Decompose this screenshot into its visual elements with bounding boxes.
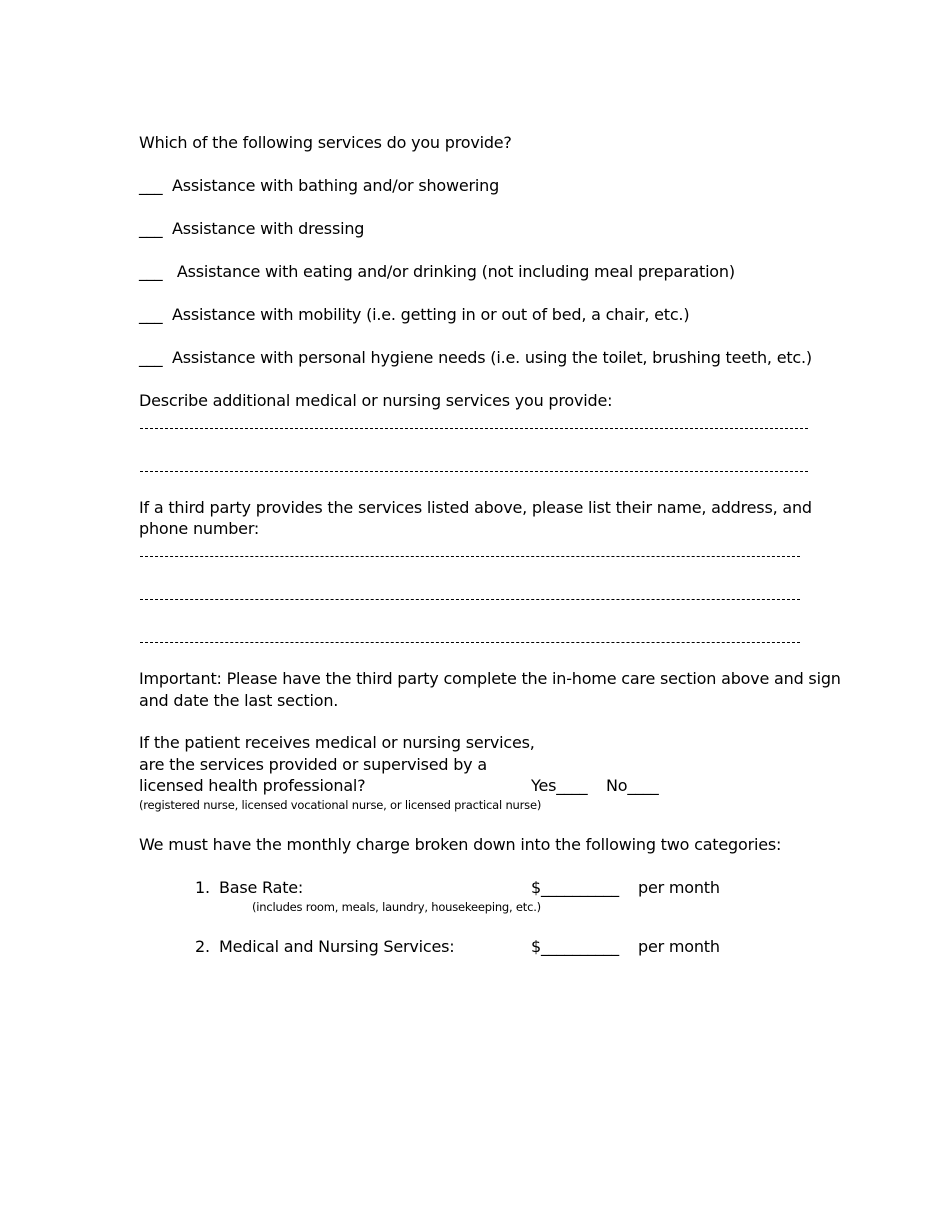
licensed-question-line-3: licensed health professional? bbox=[139, 776, 366, 795]
third-party-line-1[interactable] bbox=[140, 556, 800, 557]
third-party-line-2[interactable] bbox=[140, 599, 800, 600]
licensed-question-line-2: are the services provided or supervised by a bbox=[139, 755, 487, 774]
describe-services-line-2[interactable] bbox=[140, 471, 808, 472]
charge-amount-blank[interactable]: $__________ bbox=[531, 937, 619, 956]
charge-unit: per month bbox=[638, 937, 720, 956]
service-checkbox-blank[interactable]: ___ bbox=[139, 305, 163, 324]
describe-services-prompt: Describe additional medical or nursing services you provide: bbox=[139, 391, 613, 410]
describe-services-line-1[interactable] bbox=[140, 428, 808, 429]
important-note-line-2: and date the last section. bbox=[139, 691, 339, 710]
service-checkbox-blank[interactable]: ___ bbox=[139, 348, 163, 367]
service-label-dressing: Assistance with dressing bbox=[172, 219, 365, 238]
licensed-question-line-1: If the patient receives medical or nursing services, bbox=[139, 733, 535, 752]
service-checkbox-blank[interactable]: ___ bbox=[139, 176, 163, 195]
service-checkbox-blank[interactable]: ___ bbox=[139, 219, 163, 238]
charge-note: (includes room, meals, laundry, housekeeping, etc.) bbox=[252, 900, 541, 914]
third-party-prompt-line-1: If a third party provides the services listed above, please list their name, address, and bbox=[139, 498, 812, 517]
service-checkbox-blank[interactable]: ___ bbox=[139, 262, 163, 281]
charge-number: 1. bbox=[195, 878, 210, 897]
charge-label: Medical and Nursing Services: bbox=[219, 937, 455, 956]
charge-unit: per month bbox=[638, 878, 720, 897]
third-party-prompt-line-2: phone number: bbox=[139, 519, 260, 538]
no-blank[interactable]: No____ bbox=[606, 776, 659, 795]
third-party-line-3[interactable] bbox=[140, 642, 800, 643]
important-note-line-1: Important: Please have the third party complete the in-home care section above and sign bbox=[139, 669, 841, 688]
monthly-charge-prompt: We must have the monthly charge broken down into the following two categories: bbox=[139, 835, 782, 854]
service-label-hygiene: Assistance with personal hygiene needs (i.e. using the toilet, brushing teeth, etc.) bbox=[172, 348, 812, 367]
service-label-mobility: Assistance with mobility (i.e. getting in or out of bed, a chair, etc.) bbox=[172, 305, 690, 324]
charge-label: Base Rate: bbox=[219, 878, 304, 897]
charge-number: 2. bbox=[195, 937, 210, 956]
service-label-eating: Assistance with eating and/or drinking (not including meal preparation) bbox=[172, 262, 735, 281]
charge-amount-blank[interactable]: $__________ bbox=[531, 878, 619, 897]
services-question: Which of the following services do you provide? bbox=[139, 133, 512, 152]
service-label-bathing: Assistance with bathing and/or showering bbox=[172, 176, 500, 195]
licensed-note: (registered nurse, licensed vocational nurse, or licensed practical nurse) bbox=[139, 798, 542, 812]
yes-blank[interactable]: Yes____ bbox=[531, 776, 588, 795]
